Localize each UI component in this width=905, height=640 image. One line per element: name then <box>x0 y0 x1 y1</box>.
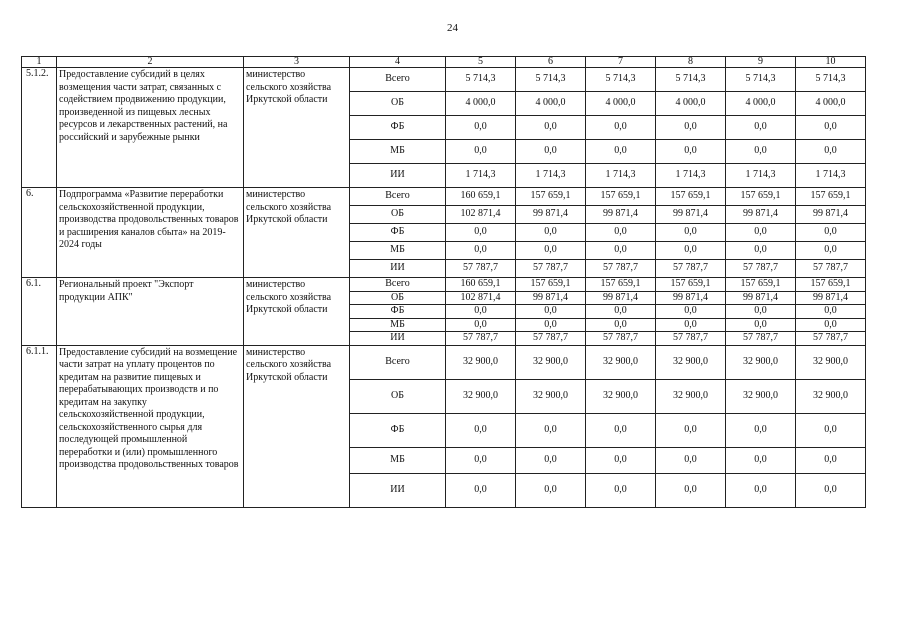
amount-cell: 0,0 <box>586 116 656 140</box>
funding-source-label: Всего <box>350 188 446 206</box>
amount-cell: 99 871,4 <box>796 206 866 224</box>
amount-cell: 157 659,1 <box>726 278 796 292</box>
amount-cell: 0,0 <box>586 242 656 260</box>
column-header: 10 <box>796 57 866 68</box>
amount-cell: 0,0 <box>656 116 726 140</box>
funding-source-label: Всего <box>350 68 446 92</box>
funding-source-label: Всего <box>350 278 446 292</box>
amount-cell: 0,0 <box>446 242 516 260</box>
amount-cell: 0,0 <box>726 413 796 447</box>
amount-cell: 157 659,1 <box>586 188 656 206</box>
amount-cell: 157 659,1 <box>656 278 726 292</box>
amount-cell: 5 714,3 <box>516 68 586 92</box>
amount-cell: 0,0 <box>726 242 796 260</box>
page-number: 24 <box>447 22 458 34</box>
amount-cell: 99 871,4 <box>726 206 796 224</box>
amount-cell: 1 714,3 <box>586 164 656 188</box>
section-executor: министерство сельского хозяйства Иркутской области <box>244 345 350 507</box>
amount-cell: 57 787,7 <box>446 332 516 346</box>
amount-cell: 57 787,7 <box>726 332 796 346</box>
amount-cell: 157 659,1 <box>656 188 726 206</box>
amount-cell: 57 787,7 <box>446 260 516 278</box>
amount-cell: 0,0 <box>656 447 726 473</box>
header-row <box>22 57 866 68</box>
column-header: 4 <box>350 57 446 68</box>
amount-cell: 57 787,7 <box>586 260 656 278</box>
amount-cell: 4 000,0 <box>446 92 516 116</box>
amount-cell: 0,0 <box>586 305 656 319</box>
amount-cell: 57 787,7 <box>726 260 796 278</box>
amount-cell: 0,0 <box>656 224 726 242</box>
amount-cell: 57 787,7 <box>586 332 656 346</box>
table-row <box>22 345 866 379</box>
funding-source-label: ФБ <box>350 224 446 242</box>
amount-cell: 99 871,4 <box>516 206 586 224</box>
amount-cell: 0,0 <box>726 140 796 164</box>
amount-cell: 99 871,4 <box>796 291 866 305</box>
amount-cell: 32 900,0 <box>516 379 586 413</box>
amount-cell: 5 714,3 <box>726 68 796 92</box>
amount-cell: 1 714,3 <box>656 164 726 188</box>
section-number: 6.1.1. <box>22 345 57 507</box>
amount-cell: 0,0 <box>796 140 866 164</box>
amount-cell: 0,0 <box>586 318 656 332</box>
table-row <box>22 68 866 92</box>
amount-cell: 32 900,0 <box>726 379 796 413</box>
amount-cell: 160 659,1 <box>446 278 516 292</box>
amount-cell: 32 900,0 <box>516 345 586 379</box>
funding-source-label: МБ <box>350 447 446 473</box>
amount-cell: 0,0 <box>656 413 726 447</box>
amount-cell: 0,0 <box>446 224 516 242</box>
column-header: 9 <box>726 57 796 68</box>
amount-cell: 1 714,3 <box>726 164 796 188</box>
section-name: Предоставление субсидий на возмещение части затрат на уплату процентов по кредитам на развитие пищевых и перерабатывающих производств и по кредитам на закупку сельскохозяйственной продукции, сельскохозяйственного сырья для последующей промышленной переработки и (или) промышленного производства продовольственных товаров <box>57 345 244 507</box>
funding-source-label: ИИ <box>350 473 446 507</box>
amount-cell: 0,0 <box>446 413 516 447</box>
amount-cell: 4 000,0 <box>656 92 726 116</box>
column-header: 3 <box>244 57 350 68</box>
funding-source-label: ФБ <box>350 116 446 140</box>
table-row <box>22 278 866 292</box>
amount-cell: 99 871,4 <box>586 206 656 224</box>
section-name: Предоставление субсидий в целях возмещения части затрат, связанных с содействием продвижению продукции, произведенной из пищевых лесных ресурсов и лекарственных растений, на российский и зарубежные рынки <box>57 68 244 188</box>
funding-source-label: ФБ <box>350 413 446 447</box>
amount-cell: 57 787,7 <box>796 332 866 346</box>
amount-cell: 0,0 <box>656 318 726 332</box>
funding-source-label: МБ <box>350 242 446 260</box>
amount-cell: 0,0 <box>586 140 656 164</box>
section-name: Подпрограмма «Развитие переработки сельскохозяйственной продукции, производства продовольственных товаров и расширения каналов сбыта» на 2019-2024 годы <box>57 188 244 278</box>
amount-cell: 0,0 <box>516 447 586 473</box>
amount-cell: 157 659,1 <box>516 188 586 206</box>
amount-cell: 1 714,3 <box>446 164 516 188</box>
amount-cell: 0,0 <box>446 140 516 164</box>
amount-cell: 0,0 <box>796 413 866 447</box>
amount-cell: 0,0 <box>586 413 656 447</box>
amount-cell: 4 000,0 <box>796 92 866 116</box>
amount-cell: 32 900,0 <box>796 345 866 379</box>
amount-cell: 32 900,0 <box>796 379 866 413</box>
amount-cell: 99 871,4 <box>656 206 726 224</box>
amount-cell: 0,0 <box>446 318 516 332</box>
section-number: 6.1. <box>22 278 57 346</box>
amount-cell: 0,0 <box>796 318 866 332</box>
funding-source-label: ОБ <box>350 379 446 413</box>
amount-cell: 57 787,7 <box>656 260 726 278</box>
amount-cell: 0,0 <box>516 242 586 260</box>
amount-cell: 57 787,7 <box>796 260 866 278</box>
amount-cell: 0,0 <box>446 447 516 473</box>
amount-cell: 1 714,3 <box>516 164 586 188</box>
amount-cell: 157 659,1 <box>516 278 586 292</box>
amount-cell: 5 714,3 <box>446 68 516 92</box>
section-number: 6. <box>22 188 57 278</box>
amount-cell: 99 871,4 <box>656 291 726 305</box>
column-header: 8 <box>656 57 726 68</box>
column-header: 7 <box>586 57 656 68</box>
funding-source-label: ОБ <box>350 291 446 305</box>
amount-cell: 157 659,1 <box>726 188 796 206</box>
amount-cell: 157 659,1 <box>796 188 866 206</box>
amount-cell: 32 900,0 <box>726 345 796 379</box>
amount-cell: 4 000,0 <box>516 92 586 116</box>
amount-cell: 57 787,7 <box>516 332 586 346</box>
funding-source-label: МБ <box>350 140 446 164</box>
funding-source-label: ФБ <box>350 305 446 319</box>
amount-cell: 99 871,4 <box>726 291 796 305</box>
section-executor: министерство сельского хозяйства Иркутской области <box>244 68 350 188</box>
budget-table <box>21 56 866 508</box>
funding-source-label: ИИ <box>350 164 446 188</box>
amount-cell: 0,0 <box>726 318 796 332</box>
funding-source-label: МБ <box>350 318 446 332</box>
amount-cell: 5 714,3 <box>656 68 726 92</box>
amount-cell: 0,0 <box>726 116 796 140</box>
amount-cell: 57 787,7 <box>516 260 586 278</box>
amount-cell: 5 714,3 <box>586 68 656 92</box>
funding-source-label: Всего <box>350 345 446 379</box>
amount-cell: 4 000,0 <box>726 92 796 116</box>
amount-cell: 0,0 <box>516 413 586 447</box>
amount-cell: 0,0 <box>516 224 586 242</box>
section-name: Региональный проект "Экспорт продукции АПК" <box>57 278 244 346</box>
amount-cell: 0,0 <box>516 140 586 164</box>
amount-cell: 0,0 <box>726 224 796 242</box>
funding-source-label: ОБ <box>350 206 446 224</box>
amount-cell: 0,0 <box>796 473 866 507</box>
amount-cell: 0,0 <box>726 473 796 507</box>
funding-source-label: ОБ <box>350 92 446 116</box>
amount-cell: 0,0 <box>446 473 516 507</box>
amount-cell: 0,0 <box>656 140 726 164</box>
column-header: 5 <box>446 57 516 68</box>
amount-cell: 0,0 <box>586 447 656 473</box>
amount-cell: 0,0 <box>516 305 586 319</box>
amount-cell: 99 871,4 <box>586 291 656 305</box>
amount-cell: 0,0 <box>726 447 796 473</box>
amount-cell: 0,0 <box>656 242 726 260</box>
amount-cell: 1 714,3 <box>796 164 866 188</box>
amount-cell: 0,0 <box>796 305 866 319</box>
amount-cell: 0,0 <box>726 305 796 319</box>
section-number: 5.1.2. <box>22 68 57 188</box>
amount-cell: 0,0 <box>656 473 726 507</box>
amount-cell: 32 900,0 <box>586 379 656 413</box>
amount-cell: 32 900,0 <box>446 379 516 413</box>
amount-cell: 157 659,1 <box>586 278 656 292</box>
amount-cell: 0,0 <box>516 116 586 140</box>
column-header: 2 <box>57 57 244 68</box>
amount-cell: 102 871,4 <box>446 206 516 224</box>
table-row <box>22 188 866 206</box>
amount-cell: 0,0 <box>446 305 516 319</box>
funding-source-label: ИИ <box>350 260 446 278</box>
amount-cell: 102 871,4 <box>446 291 516 305</box>
amount-cell: 4 000,0 <box>586 92 656 116</box>
amount-cell: 0,0 <box>656 305 726 319</box>
amount-cell: 5 714,3 <box>796 68 866 92</box>
amount-cell: 32 900,0 <box>446 345 516 379</box>
amount-cell: 0,0 <box>586 224 656 242</box>
amount-cell: 0,0 <box>796 242 866 260</box>
amount-cell: 157 659,1 <box>796 278 866 292</box>
amount-cell: 99 871,4 <box>516 291 586 305</box>
amount-cell: 0,0 <box>586 473 656 507</box>
amount-cell: 32 900,0 <box>586 345 656 379</box>
amount-cell: 160 659,1 <box>446 188 516 206</box>
amount-cell: 0,0 <box>516 473 586 507</box>
funding-source-label: ИИ <box>350 332 446 346</box>
amount-cell: 0,0 <box>446 116 516 140</box>
amount-cell: 32 900,0 <box>656 379 726 413</box>
column-header: 1 <box>22 57 57 68</box>
amount-cell: 0,0 <box>796 447 866 473</box>
amount-cell: 0,0 <box>796 224 866 242</box>
column-header: 6 <box>516 57 586 68</box>
amount-cell: 0,0 <box>516 318 586 332</box>
section-executor: министерство сельского хозяйства Иркутской области <box>244 188 350 278</box>
section-executor: министерство сельского хозяйства Иркутской области <box>244 278 350 346</box>
amount-cell: 32 900,0 <box>656 345 726 379</box>
amount-cell: 0,0 <box>796 116 866 140</box>
amount-cell: 57 787,7 <box>656 332 726 346</box>
